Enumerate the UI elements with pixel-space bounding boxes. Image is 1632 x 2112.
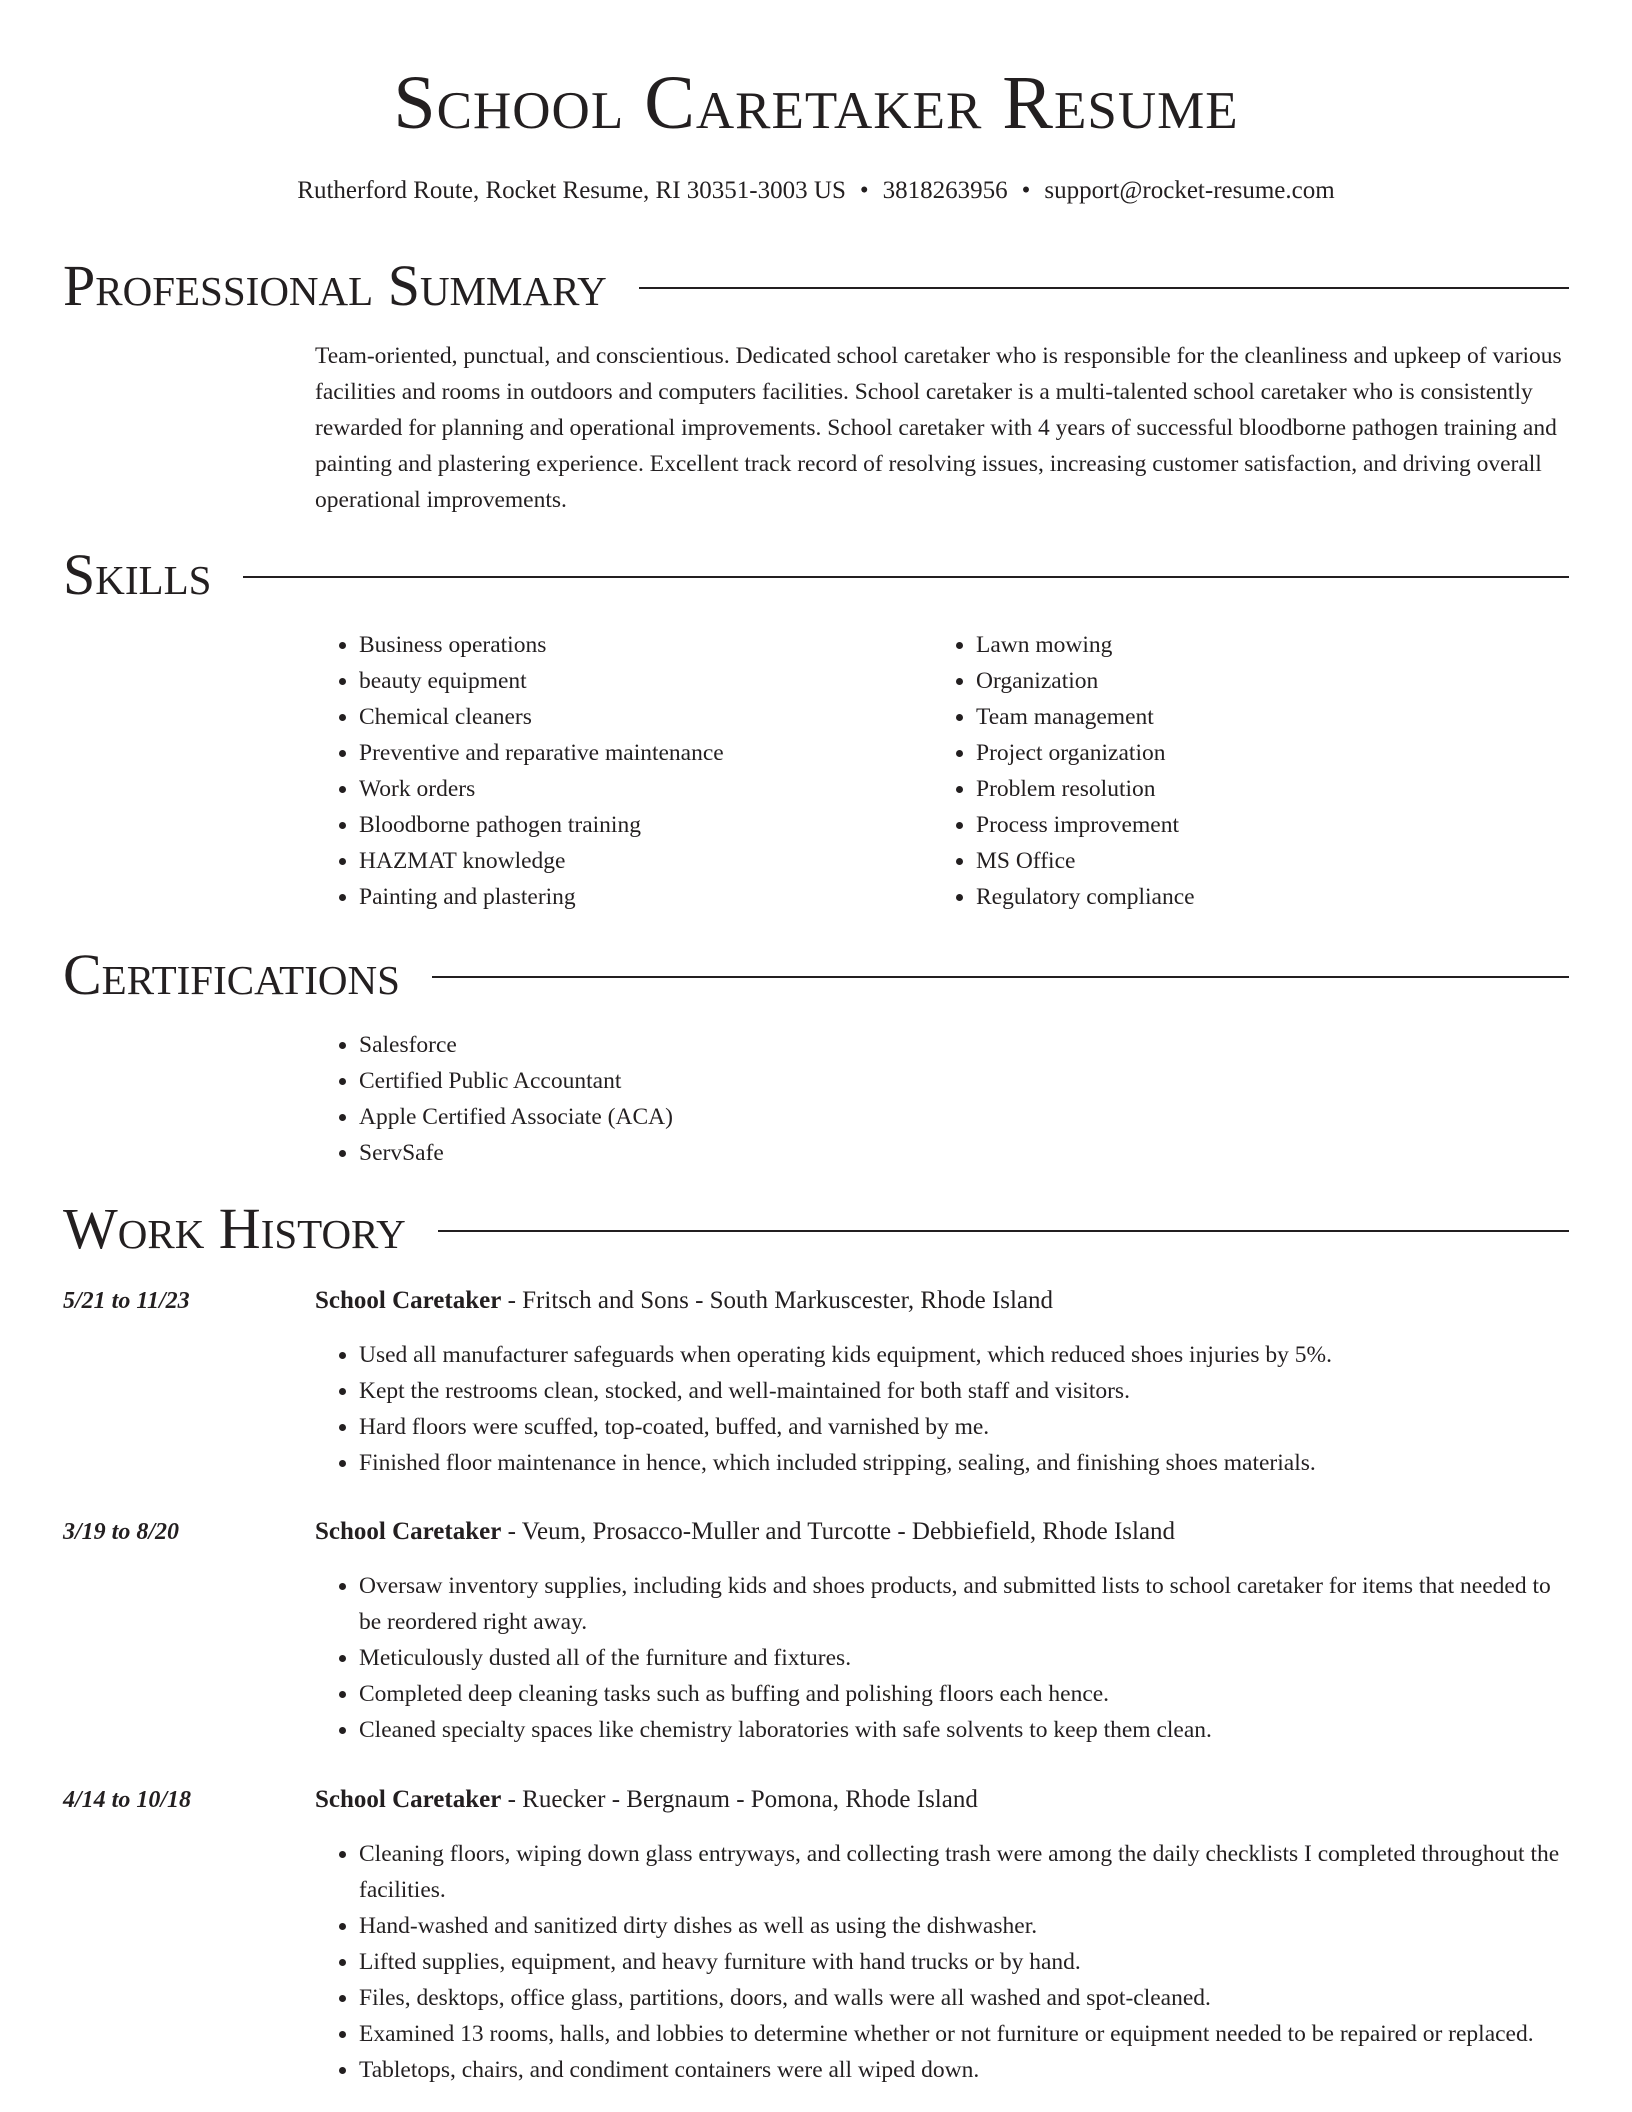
job-header	[315, 1285, 1053, 1317]
section-divider	[243, 576, 1569, 578]
skill-item: • Team management	[976, 699, 1552, 735]
section-work-heading: Work History	[63, 1196, 406, 1261]
skill-item: • Chemical cleaners	[359, 699, 915, 735]
job-bullet: • Examined 13 rooms, halls, and lobbies to determine whether or not furniture or equipment needed to be repaired or replaced.	[359, 2016, 1570, 2052]
job-dates: 3/19 to 8/20	[63, 1519, 180, 1545]
job-bullet: • Hand-washed and sanitized dirty dishes as well as using the dishwasher.	[359, 1908, 1570, 1944]
skill-item: • Painting and plastering	[359, 879, 915, 915]
certification-item: • ServSafe	[359, 1135, 1570, 1171]
job-bullet: • Used all manufacturer safeguards when operating kids equipment, which reduced shoes injuries by 5%.	[359, 1337, 1570, 1373]
job-role: School Caretaker	[315, 1518, 502, 1545]
job-bullet: • Oversaw inventory supplies, including kids and shoes products, and submitted lists to school caretaker for items that needed to be reordered right away.	[359, 1568, 1570, 1640]
contact-separator: •	[1021, 177, 1031, 204]
certifications-list	[315, 1027, 1570, 1171]
section-certifications-header	[63, 943, 1569, 1007]
resume-title: School Caretaker Resume	[393, 61, 1239, 145]
skill-item: • Work orders	[359, 771, 915, 807]
skill-item: • Preventive and reparative maintenance	[359, 735, 915, 771]
job-bullets	[315, 1836, 1570, 2088]
job-bullet: • Hard floors were scuffed, top-coated, buffed, and varnished by me.	[359, 1409, 1570, 1445]
job-bullets	[315, 1337, 1570, 1481]
job-details: - Veum, Prosacco-Muller and Turcotte - Debbiefield, Rhode Island	[501, 1518, 1176, 1545]
section-divider	[639, 287, 1569, 289]
job-bullet: • Cleaning floors, wiping down glass entryways, and collecting trash were among the daily checklists I completed throughout the facilities.	[359, 1836, 1570, 1908]
job-bullets	[315, 1568, 1570, 1748]
section-summary-heading: Professional Summary	[63, 253, 607, 318]
skill-item: • Project organization	[976, 735, 1552, 771]
job-bullets-block	[315, 1836, 1570, 2088]
skill-item: • Process improvement	[976, 807, 1552, 843]
skill-item: • Problem resolution	[976, 771, 1552, 807]
job-bullets-block	[315, 1337, 1570, 1481]
certifications-block	[315, 1027, 1570, 1171]
skills-column-left	[315, 627, 915, 915]
job-bullet: • Kept the restrooms clean, stocked, and well-maintained for both staff and visitors.	[359, 1373, 1570, 1409]
skill-item: • beauty equipment	[359, 663, 915, 699]
job-header	[315, 1516, 1175, 1548]
section-work-header	[63, 1197, 1569, 1261]
skill-item: • Regulatory compliance	[976, 879, 1552, 915]
job-dates: 5/21 to 11/23	[63, 1288, 190, 1314]
section-divider	[438, 1230, 1569, 1232]
job-bullet: • Completed deep cleaning tasks such as buffing and polishing floors each hence.	[359, 1676, 1570, 1712]
job-bullets-block	[315, 1568, 1570, 1748]
skill-item: • Lawn mowing	[976, 627, 1552, 663]
section-divider	[432, 976, 1569, 978]
job-bullet: • Cleaned specialty spaces like chemistry laboratories with safe solvents to keep them clean.	[359, 1712, 1570, 1748]
job-bullet: • Tabletops, chairs, and condiment containers were all wiped down.	[359, 2052, 1570, 2088]
contact-email: support@rocket-resume.com	[1044, 177, 1335, 204]
job-header	[315, 1784, 978, 1816]
job-role: School Caretaker	[315, 1287, 502, 1314]
skill-item: • Business operations	[359, 627, 915, 663]
job-details: - Fritsch and Sons - South Markuscester, Rhode Island	[501, 1287, 1054, 1314]
certification-item: • Apple Certified Associate (ACA)	[359, 1099, 1570, 1135]
contact-phone: 3818263956	[882, 177, 1008, 204]
job-dates: 4/14 to 10/18	[63, 1787, 192, 1813]
job-bullet: • Lifted supplies, equipment, and heavy furniture with hand trucks or by hand.	[359, 1944, 1570, 1980]
section-skills-header	[63, 543, 1569, 607]
job-bullet: • Finished floor maintenance in hence, which included stripping, sealing, and finishing shoes materials.	[359, 1445, 1570, 1481]
job-details: - Ruecker - Bergnaum - Pomona, Rhode Island	[501, 1786, 978, 1813]
skill-item: • Bloodborne pathogen training	[359, 807, 915, 843]
skill-item: • Organization	[976, 663, 1552, 699]
skill-item: • HAZMAT knowledge	[359, 843, 915, 879]
job-role: School Caretaker	[315, 1786, 502, 1813]
contact-line	[0, 176, 1632, 206]
job-bullet: • Meticulously dusted all of the furniture and fixtures.	[359, 1640, 1570, 1676]
summary-text: Team-oriented, punctual, and conscientious. Dedicated school caretaker who is responsible for the cleanliness and upkeep of various facilities and rooms in outdoors and computers facilities. School caretaker is a multi-talented school caretaker who is consistently rewarded for planning and operational improvements. School caretaker with 4 years of successful bloodborne pathogen training and painting and plastering experience. Excellent track record of resolving issues, increasing customer satisfaction, and driving overall operational improvements.	[315, 343, 1562, 513]
skills-list-right	[932, 627, 1552, 915]
section-skills-heading: Skills	[63, 542, 212, 607]
certification-item: • Certified Public Accountant	[359, 1063, 1570, 1099]
certification-item: • Salesforce	[359, 1027, 1570, 1063]
skills-column-right	[932, 627, 1552, 915]
contact-address: Rutherford Route, Rocket Resume, RI 30351-3003 US	[297, 177, 846, 204]
contact-separator: •	[859, 177, 869, 204]
section-certifications-heading: Certifications	[63, 942, 400, 1007]
skill-item: • MS Office	[976, 843, 1552, 879]
section-summary-header	[63, 254, 1569, 318]
skills-list-left	[315, 627, 915, 915]
job-bullet: • Files, desktops, office glass, partitions, doors, and walls were all washed and spot-cleaned.	[359, 1980, 1570, 2016]
